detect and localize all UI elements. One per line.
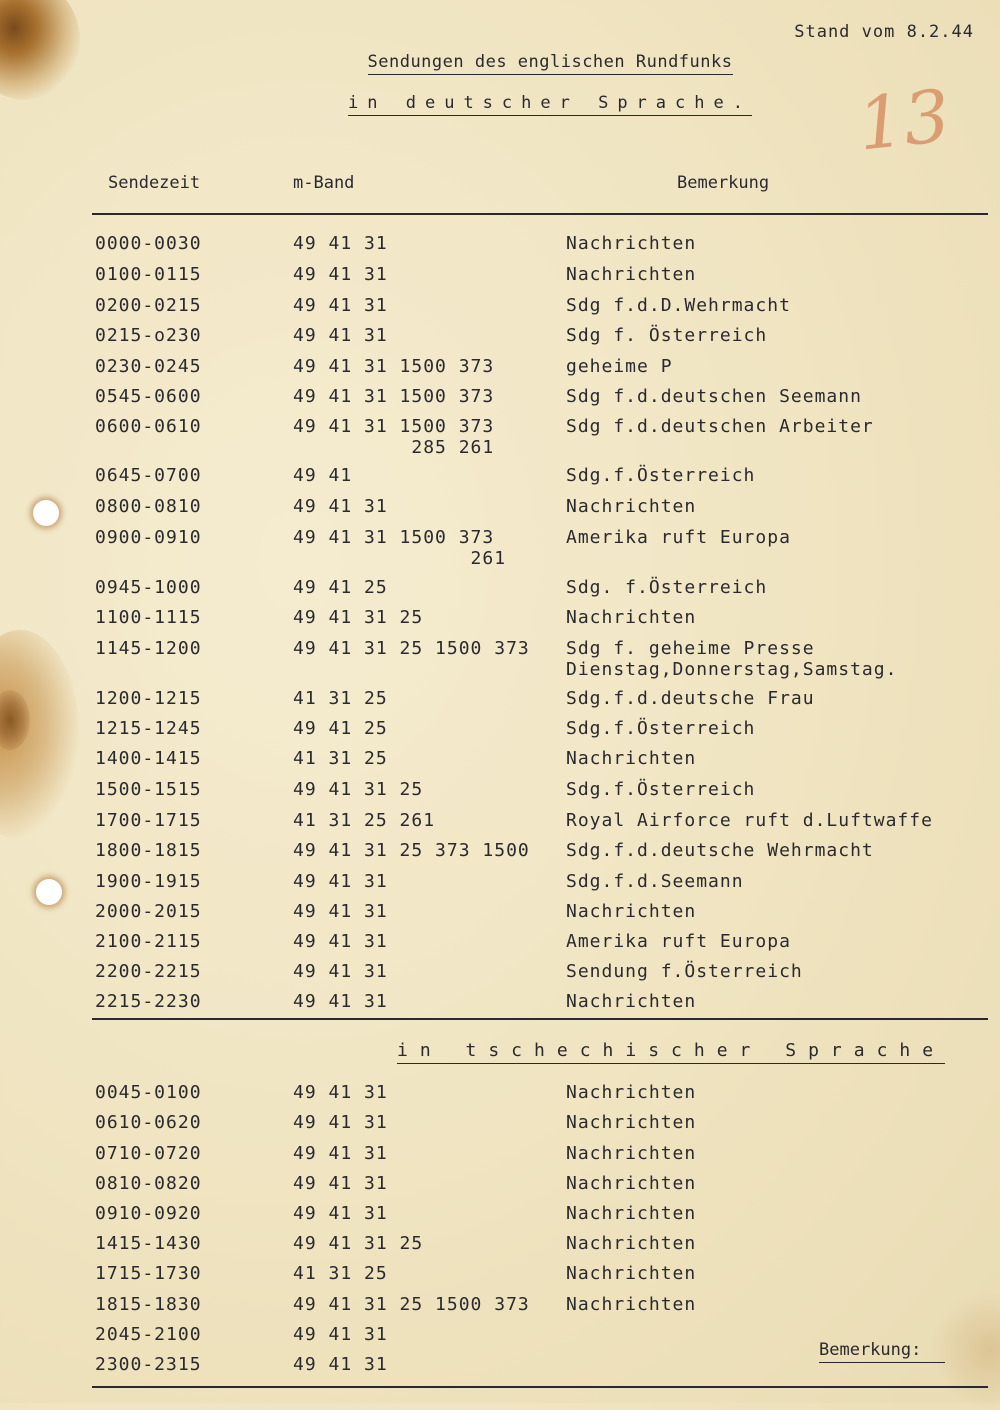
band-cell: 49 41 31 [293, 961, 388, 982]
handwritten-page-number: 13 [853, 73, 954, 167]
time-cell: 1700-1715 [95, 810, 202, 831]
remark-cell: Nachrichten [566, 901, 697, 922]
band-cell: 49 41 31 25 [293, 779, 424, 800]
column-header-time: Sendezeit [108, 173, 201, 193]
punch-hole-lower [36, 879, 62, 905]
remark-cell: Sdg f.d.deutschen Seemann [566, 386, 862, 407]
time-cell: 1200-1215 [95, 688, 202, 709]
czech-section-heading: in tschechischer Sprache [397, 1040, 945, 1061]
remark-cell: Sdg f. geheime Presse Dienstag,Donnerstag,Samstag. [566, 638, 898, 680]
band-cell: 49 41 31 [293, 1354, 388, 1375]
band-cell: 49 41 31 [293, 295, 388, 316]
time-cell: 0910-0920 [95, 1203, 202, 1224]
remark-cell: Nachrichten [566, 233, 697, 254]
band-cell: 41 31 25 [293, 748, 388, 769]
time-cell: 0215-o230 [95, 325, 202, 346]
remark-cell: Sdg.f.d.deutsche Frau [566, 688, 815, 709]
band-cell: 49 41 31 [293, 1143, 388, 1164]
band-cell: 49 41 31 [293, 901, 388, 922]
band-cell: 49 41 31 1500 373 261 [293, 527, 507, 569]
time-cell: 0230-0245 [95, 356, 202, 377]
page-subtitle: in deutscher Sprache. [0, 93, 1000, 113]
remark-cell: geheime P [566, 356, 673, 377]
time-cell: 1800-1815 [95, 840, 202, 861]
time-cell: 2200-2215 [95, 961, 202, 982]
remark-cell: Sendung f.Österreich [566, 961, 803, 982]
time-cell: 0945-1000 [95, 577, 202, 598]
band-cell: 49 41 31 25 1500 373 [293, 638, 530, 659]
time-cell: 2100-2115 [95, 931, 202, 952]
remark-cell: Nachrichten [566, 1233, 697, 1254]
time-cell: 0710-0720 [95, 1143, 202, 1164]
band-cell: 49 41 31 [293, 1203, 388, 1224]
band-cell: 49 41 31 [293, 1082, 388, 1103]
time-cell: 1900-1915 [95, 871, 202, 892]
time-cell: 1715-1730 [95, 1263, 202, 1284]
footnote-label: Bemerkung: [819, 1340, 945, 1360]
time-cell: 1145-1200 [95, 638, 202, 659]
section-rule [92, 1018, 988, 1020]
page-title: Sendungen des englischen Rundfunks [0, 52, 1000, 72]
band-cell: 49 41 31 [293, 931, 388, 952]
band-cell: 49 41 31 1500 373 [293, 356, 495, 377]
bottom-rule [92, 1386, 988, 1388]
header-rule [92, 213, 988, 215]
band-cell: 41 31 25 [293, 688, 388, 709]
band-cell: 49 41 31 [293, 1173, 388, 1194]
remark-cell: Sdg. f.Österreich [566, 577, 768, 598]
band-cell: 41 31 25 261 [293, 810, 436, 831]
time-cell: 0000-0030 [95, 233, 202, 254]
remark-cell: Sdg.f.Österreich [566, 465, 756, 486]
time-cell: 1400-1415 [95, 748, 202, 769]
remark-cell: Amerika ruft Europa [566, 931, 791, 952]
time-cell: 1215-1245 [95, 718, 202, 739]
remark-cell: Sdg f.d.D.Wehrmacht [566, 295, 791, 316]
remark-cell: Nachrichten [566, 748, 697, 769]
time-cell: 0045-0100 [95, 1082, 202, 1103]
band-cell: 49 41 31 [293, 871, 388, 892]
remark-cell: Sdg.f.d.Seemann [566, 871, 744, 892]
time-cell: 0800-0810 [95, 496, 202, 517]
band-cell: 49 41 31 1500 373 [293, 386, 495, 407]
remark-cell: Nachrichten [566, 264, 697, 285]
time-cell: 0545-0600 [95, 386, 202, 407]
band-cell: 49 41 31 [293, 264, 388, 285]
time-cell: 0200-0215 [95, 295, 202, 316]
punch-hole-upper [33, 500, 59, 526]
time-cell: 0100-0115 [95, 264, 202, 285]
remark-cell: Sdg f.d.deutschen Arbeiter [566, 416, 874, 437]
time-cell: 0600-0610 [95, 416, 202, 437]
remark-cell: Sdg.f.Österreich [566, 779, 756, 800]
remark-cell: Nachrichten [566, 1082, 697, 1103]
time-cell: 1500-1515 [95, 779, 202, 800]
remark-cell: Sdg.f.d.deutsche Wehrmacht [566, 840, 874, 861]
band-cell: 49 41 31 25 [293, 1233, 424, 1254]
band-cell: 49 41 31 25 1500 373 [293, 1294, 530, 1315]
time-cell: 1815-1830 [95, 1294, 202, 1315]
time-cell: 0810-0820 [95, 1173, 202, 1194]
remark-cell: Nachrichten [566, 991, 697, 1012]
time-cell: 2215-2230 [95, 991, 202, 1012]
remark-cell: Nachrichten [566, 1203, 697, 1224]
column-header-band: m-Band [293, 173, 355, 193]
remark-cell: Nachrichten [566, 607, 697, 628]
band-cell: 49 41 31 [293, 991, 388, 1012]
time-cell: 1100-1115 [95, 607, 202, 628]
remark-cell: Royal Airforce ruft d.Luftwaffe [566, 810, 933, 831]
band-cell: 49 41 [293, 465, 353, 486]
date-stamp: Stand vom 8.2.44 [794, 22, 974, 42]
time-cell: 0610-0620 [95, 1112, 202, 1133]
remark-cell: Nachrichten [566, 496, 697, 517]
remark-cell: Nachrichten [566, 1173, 697, 1194]
time-cell: 2300-2315 [95, 1354, 202, 1375]
remark-cell: Nachrichten [566, 1294, 697, 1315]
band-cell: 49 41 31 [293, 325, 388, 346]
remark-cell: Nachrichten [566, 1112, 697, 1133]
band-cell: 49 41 31 1500 373 285 261 [293, 416, 495, 458]
time-cell: 2045-2100 [95, 1324, 202, 1345]
time-cell: 1415-1430 [95, 1233, 202, 1254]
band-cell: 49 41 31 [293, 1324, 388, 1345]
time-cell: 2000-2015 [95, 901, 202, 922]
band-cell: 49 41 25 [293, 718, 388, 739]
remark-cell: Sdg.f.Österreich [566, 718, 756, 739]
remark-cell: Sdg f. Österreich [566, 325, 768, 346]
stain-top-left [0, 0, 80, 100]
time-cell: 0645-0700 [95, 465, 202, 486]
band-cell: 49 41 31 [293, 233, 388, 254]
remark-cell: Nachrichten [566, 1263, 697, 1284]
band-cell: 49 41 31 25 [293, 607, 424, 628]
time-cell: 0900-0910 [95, 527, 202, 548]
column-header-remark: Bemerkung [677, 173, 770, 193]
remark-cell: Amerika ruft Europa [566, 527, 791, 548]
band-cell: 49 41 31 25 373 1500 [293, 840, 530, 861]
band-cell: 49 41 31 [293, 1112, 388, 1133]
band-cell: 49 41 25 [293, 577, 388, 598]
remark-cell: Nachrichten [566, 1143, 697, 1164]
band-cell: 49 41 31 [293, 496, 388, 517]
band-cell: 41 31 25 [293, 1263, 388, 1284]
